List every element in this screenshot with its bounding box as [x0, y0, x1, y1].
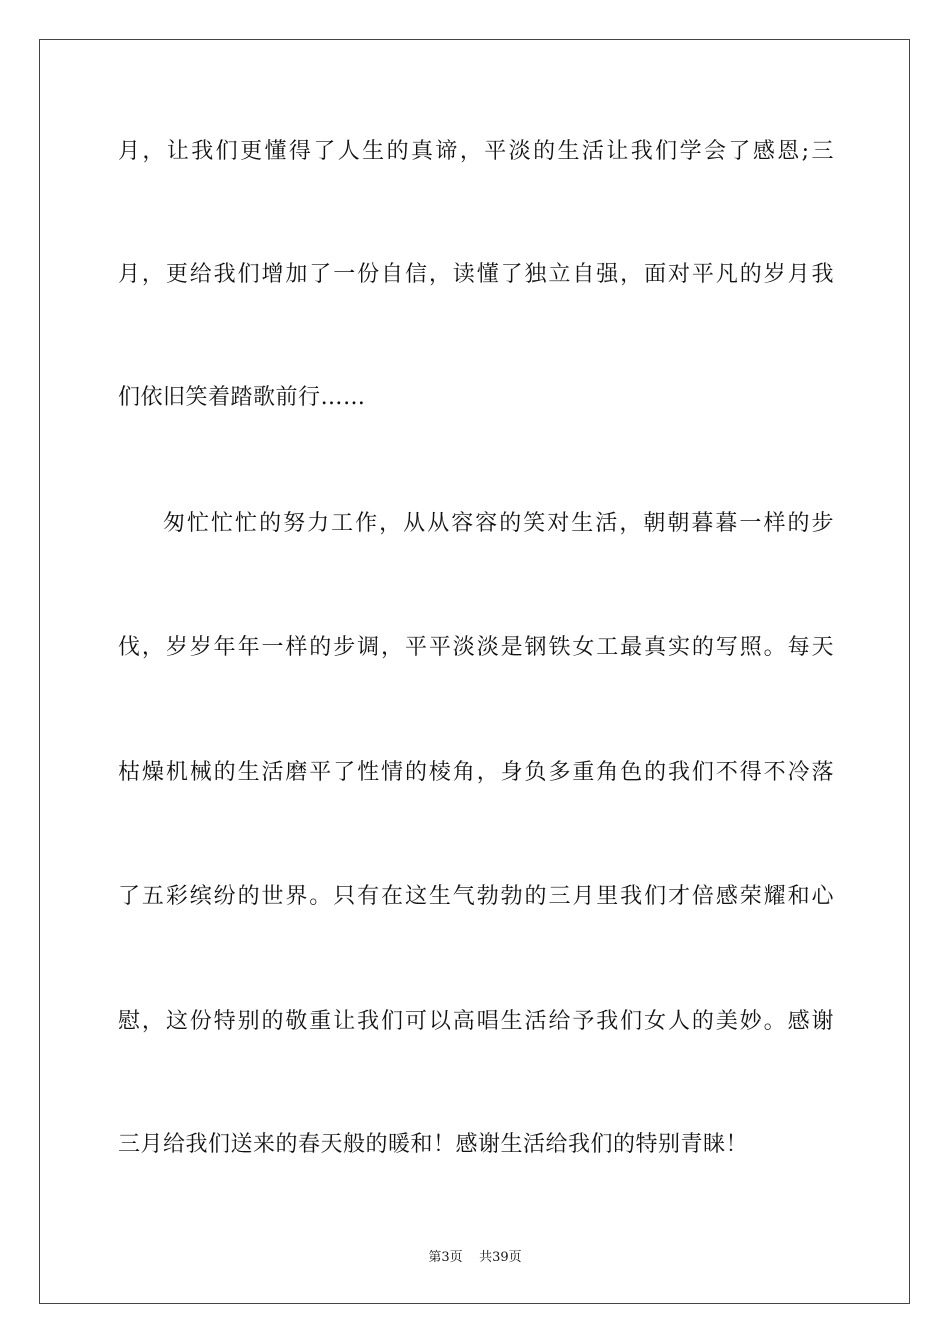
paragraph-2-line-1: 匆忙忙忙的努力工作，从从容容的笑对生活，朝朝暮暮一样的步: [163, 511, 834, 536]
paragraph-2-line-3: 枯燥机械的生活磨平了性情的棱角，身负多重角色的我们不得不冷落: [118, 760, 834, 785]
paragraph-2-line-2: 伐，岁岁年年一样的步调，平平淡淡是钢铁女工最真实的写照。每天: [118, 635, 834, 660]
paragraph-1-line-3: 们依旧笑着踏歌前行……: [118, 385, 366, 410]
page-number-footer: 第3页 共39页: [428, 1250, 522, 1265]
paragraph-1-line-2: 月，更给我们增加了一份自信，读懂了独立自强，面对平凡的岁月我: [118, 262, 834, 287]
paragraph-1-line-1: 月，让我们更懂得了人生的真谛，平淡的生活让我们学会了感恩;三: [118, 139, 834, 164]
paragraph-2-line-4: 了五彩缤纷的世界。只有在这生气勃勃的三月里我们才倍感荣耀和心: [118, 884, 834, 909]
page-border: [39, 39, 910, 1304]
paragraph-2-line-6: 三月给我们送来的春天般的暖和！感谢生活给我们的特别青睐！: [118, 1132, 749, 1157]
paragraph-2-line-5: 慰，这份特别的敬重让我们可以高唱生活给予我们女人的美妙。感谢: [118, 1009, 834, 1034]
